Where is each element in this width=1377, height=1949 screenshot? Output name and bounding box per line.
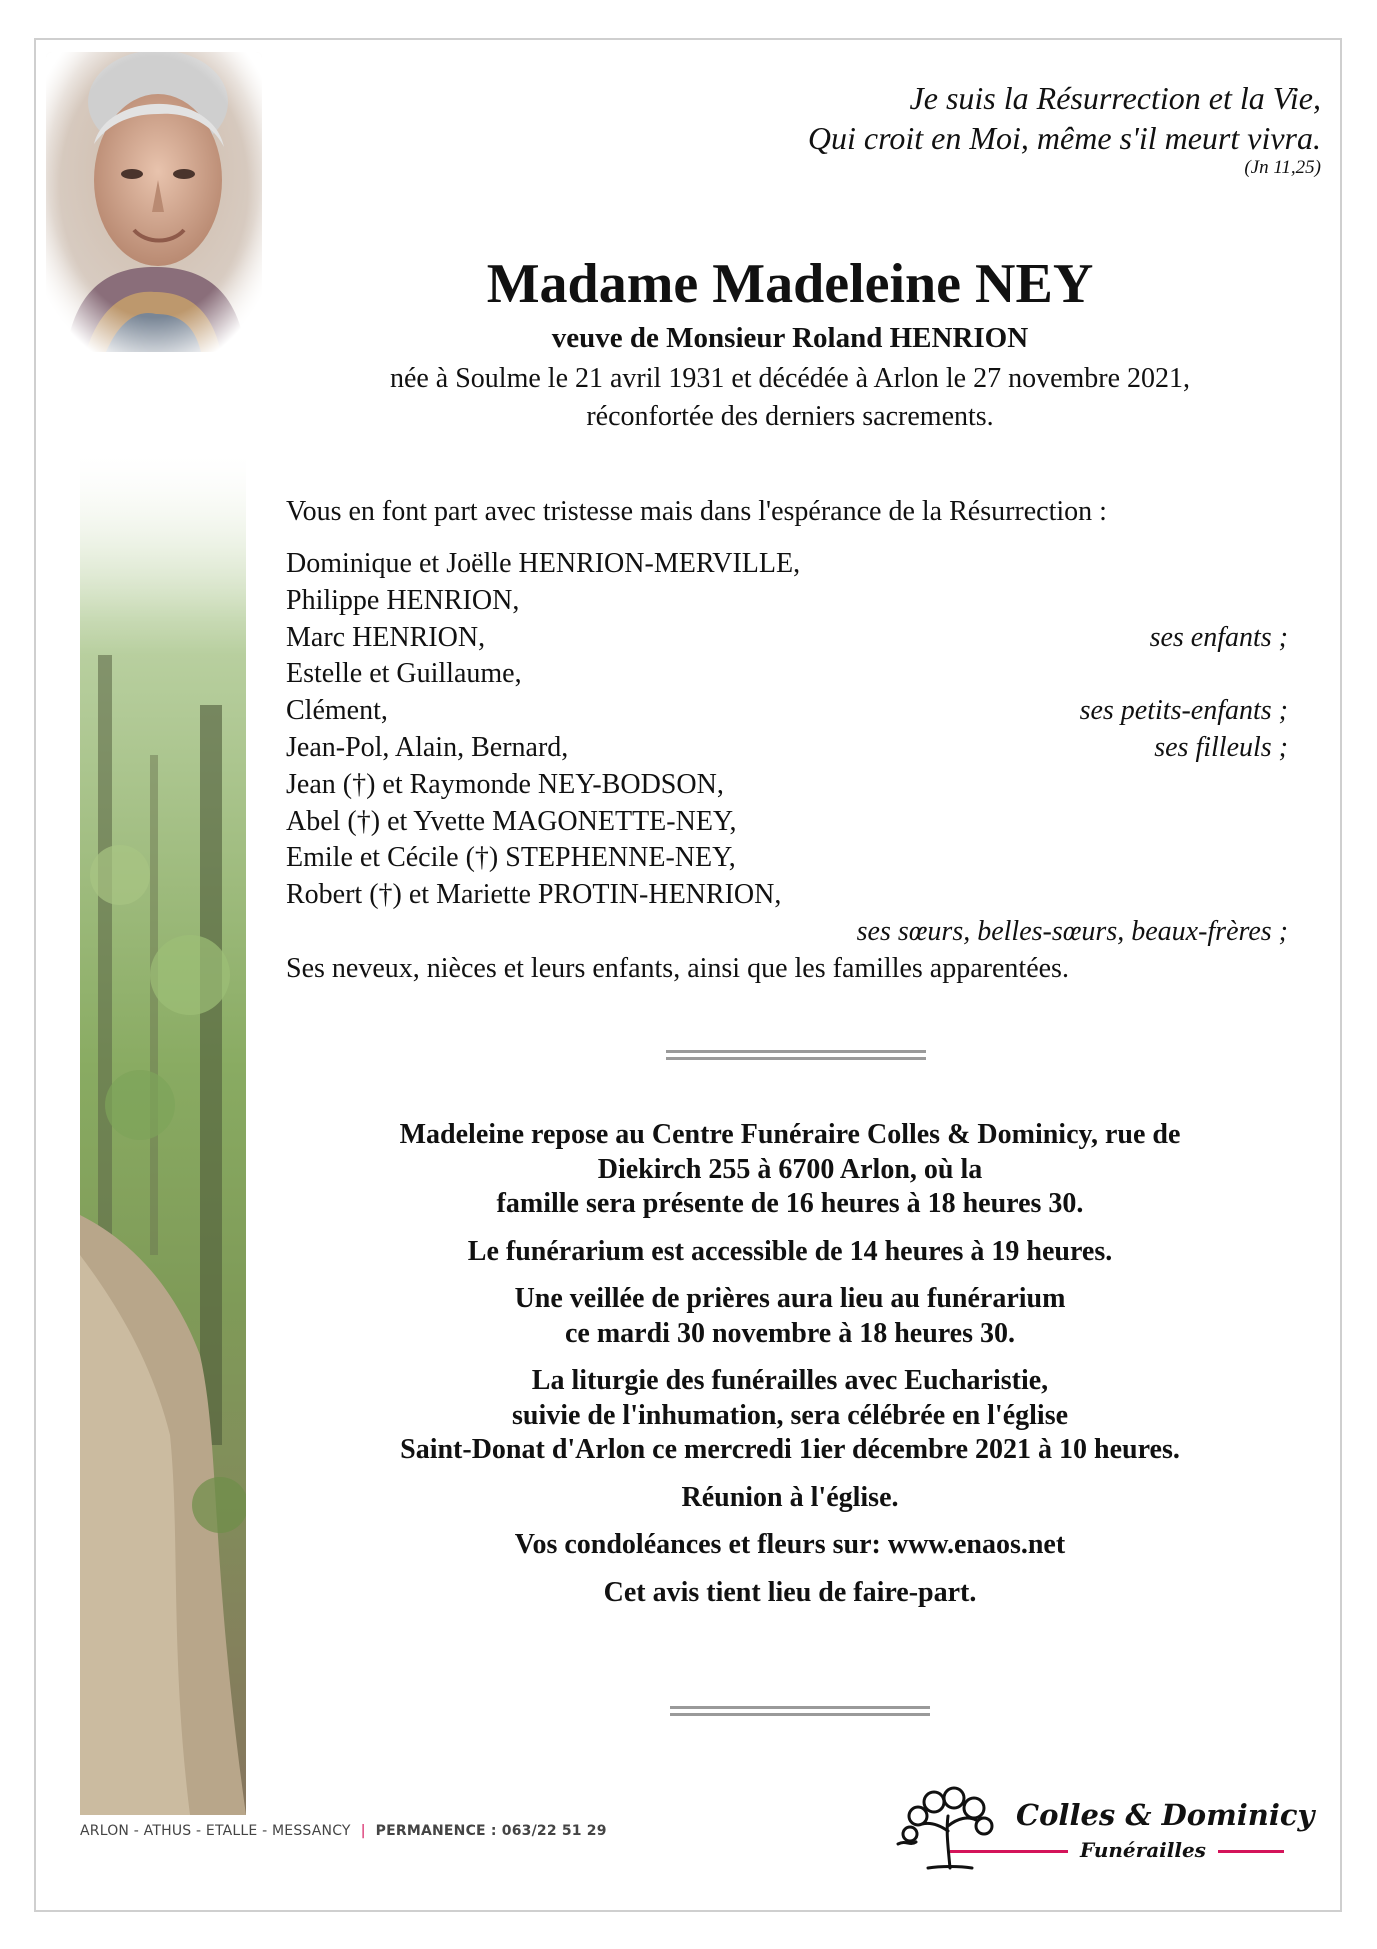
arrangement-hours: Le funérarium est accessible de 14 heures à 19 heures.: [467, 1235, 1113, 1267]
logo-accent-line-right: [1218, 1850, 1284, 1853]
footer-locations: ARLON - ATHUS - ETALLE - MESSANCY: [80, 1823, 351, 1839]
arrangement-line: Diekirch 255 à 6700 Arlon, où la: [597, 1153, 983, 1185]
widow-of: veuve de Monsieur Roland HENRION: [551, 322, 1029, 354]
divider-bottom: [670, 1706, 930, 1716]
family-name: Philippe HENRION,: [286, 584, 520, 616]
birth-death-info: [290, 360, 1290, 436]
arrangement-line: ce mardi 30 novembre à 18 heures 30.: [564, 1317, 1016, 1349]
footer-contact: [80, 1823, 607, 1839]
family-row: [286, 767, 1288, 804]
family-name: Jean-Pol, Alain, Bernard,: [286, 731, 569, 763]
epigraph-line-2: Qui croit en Moi, même s'il meurt vivra.: [807, 120, 1321, 156]
family-row: [286, 877, 1288, 914]
company-name: Colles & Dominicy: [1016, 1798, 1315, 1832]
family-relation: ses sœurs, belles-sœurs, beaux-frères ;: [856, 915, 1288, 947]
family-row: [286, 840, 1288, 877]
family-row: [286, 804, 1288, 841]
family-name: Marc HENRION,: [286, 621, 486, 653]
arrangement-vigil: [290, 1282, 1290, 1351]
arrangement-line: Madeleine repose au Centre Funéraire Colles & Dominicy, rue de: [399, 1119, 1181, 1150]
epigraph-reference: (Jn 11,25): [1244, 157, 1321, 178]
family-row: [286, 620, 1288, 657]
footer-separator: |: [360, 1823, 366, 1839]
arrangement-line: Une veillée de prières aura lieu au funérarium: [514, 1283, 1066, 1314]
family-row: [286, 656, 1288, 693]
family-row: [286, 951, 1288, 988]
epigraph: [808, 78, 1321, 180]
funeral-arrangements: [290, 1118, 1290, 1623]
family-name: Jean (†) et Raymonde NEY-BODSON,: [286, 768, 724, 800]
family-relation: ses filleuls ;: [1154, 731, 1288, 763]
forest-path-image: [80, 455, 246, 1815]
family-relation: ses enfants ;: [1149, 621, 1288, 653]
family-name: Estelle et Guillaume,: [286, 658, 522, 690]
arrangement-line: Saint-Donat d'Arlon ce mercredi 1ier décembre 2021 à 10 heures.: [400, 1434, 1180, 1465]
family-name: Robert (†) et Mariette PROTIN-HENRION,: [286, 879, 782, 911]
arrangement-line: La liturgie des funérailles avec Eucharistie,: [531, 1365, 1049, 1396]
epigraph-line-1: Je suis la Résurrection et la Vie,: [909, 80, 1321, 116]
company-subtitle: Funérailles: [1080, 1838, 1206, 1862]
arrangement-line: suivie de l'inhumation, sera célébrée en l'église: [511, 1399, 1069, 1431]
family-list: [286, 546, 1288, 988]
birth-death-line: née à Soulme le 21 avril 1931 et décédée à Arlon le 27 novembre 2021,: [389, 363, 1191, 394]
family-relation: ses petits-enfants ;: [1079, 695, 1288, 727]
tree-logo-icon: [888, 1786, 1008, 1876]
divider-top: [666, 1050, 926, 1060]
family-row: [286, 583, 1288, 620]
family-row: [286, 914, 1288, 951]
portrait-photo: [46, 52, 262, 352]
arrangement-line: famille sera présente de 16 heures à 18 heures 30.: [496, 1188, 1084, 1219]
family-name: Emile et Cécile (†) STEPHENNE-NEY,: [286, 842, 736, 874]
family-name: Clément,: [286, 695, 388, 727]
arrangement-meeting: Réunion à l'église.: [681, 1481, 899, 1513]
arrangement-notice: Cet avis tient lieu de faire-part.: [603, 1576, 977, 1608]
family-row: [286, 546, 1288, 583]
family-name: Abel (†) et Yvette MAGONETTE-NEY,: [286, 805, 737, 837]
deceased-name: Madame Madeleine NEY: [486, 253, 1094, 315]
arrangement-condolences: Vos condoléances et fleurs sur: www.enaos.net: [514, 1529, 1066, 1560]
arrangement-repose: [290, 1118, 1290, 1222]
arrangement-liturgy: [290, 1364, 1290, 1468]
logo-accent-line-left: [950, 1850, 1068, 1853]
sacraments-line: réconfortée des derniers sacrements.: [586, 401, 994, 432]
family-name: Dominique et Joëlle HENRION-MERVILLE,: [286, 548, 801, 579]
family-row: [286, 693, 1288, 730]
footer-permanence: PERMANENCE : 063/22 51 29: [375, 1823, 607, 1839]
company-logo: [888, 1786, 1315, 1876]
announcement-intro: Vous en font part avec tristesse mais dans l'espérance de la Résurrection :: [286, 496, 1107, 527]
family-name: Ses neveux, nièces et leurs enfants, ainsi que les familles apparentées.: [286, 952, 1069, 984]
family-row: [286, 730, 1288, 767]
